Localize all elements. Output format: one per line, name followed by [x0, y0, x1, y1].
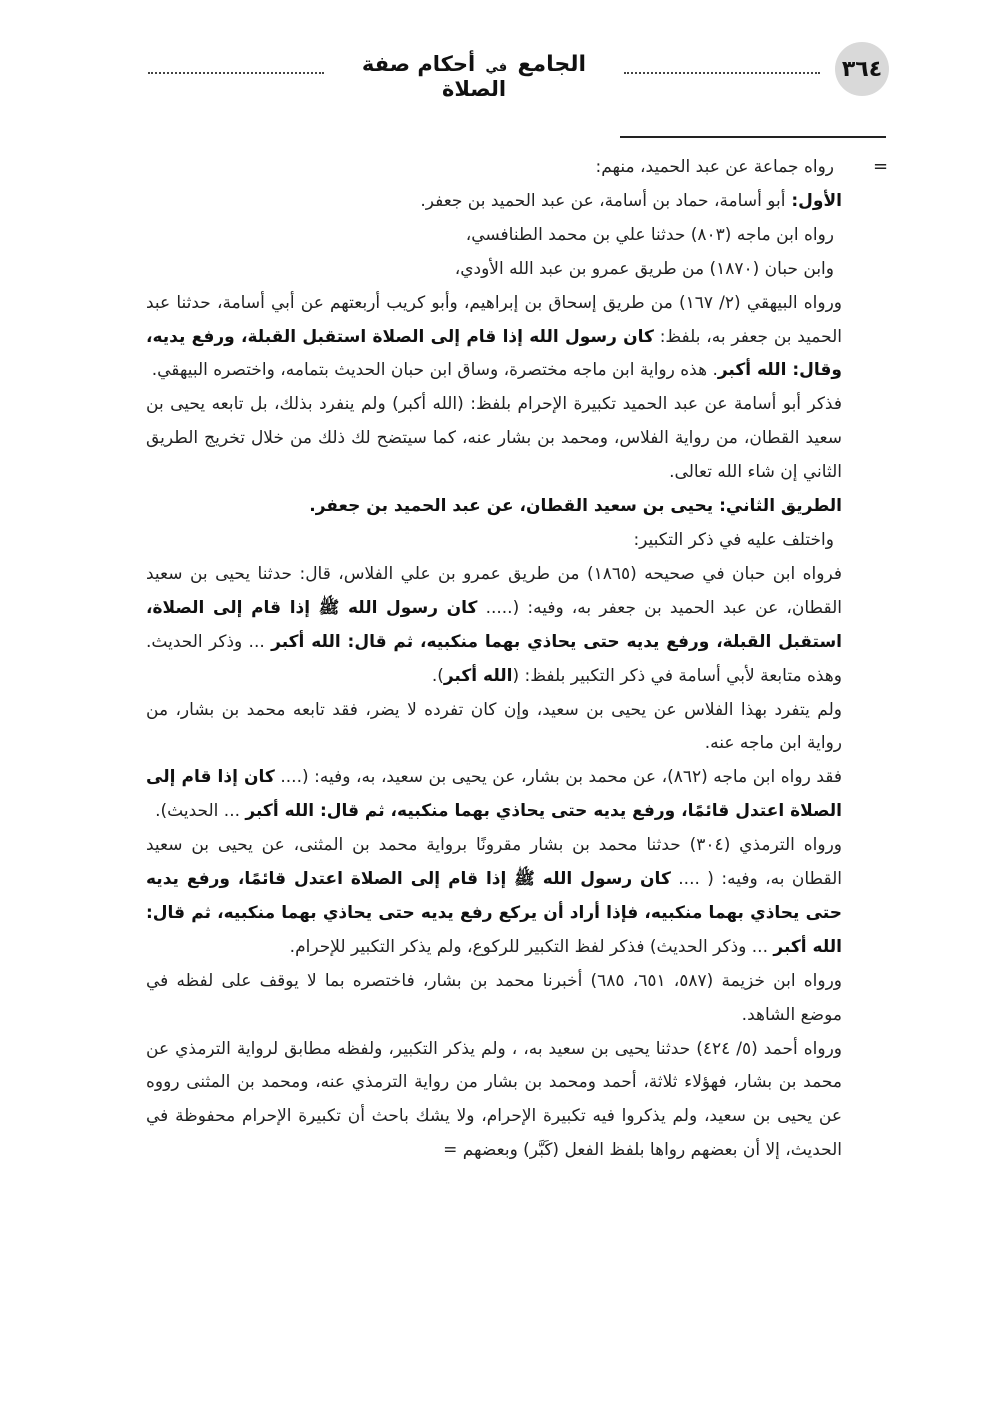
running-header-title [328, 52, 620, 101]
header-dotted-leader-right [624, 58, 820, 74]
continuation-mark: = [873, 156, 889, 177]
text-segment: رواه ابن ماجه (٨٠٣) حدثنا علي بن محمد الطنافسي، [465, 224, 834, 245]
text-segment: ... وذكر الحديث. وهذه متابعة لأبي أسامة في ذكر التكبير بلفظ: ( [146, 631, 842, 686]
text-segment: رواه جماعة عن عبد الحميد، منهم: [595, 157, 834, 177]
text-segment: ولم يتفرد بهذا الفلاس عن يحيى بن سعيد، وإن كان تفرده لا يضر، فقد تابعه محمد بن بشار، من رواية ابن ماجه عنه. [146, 699, 842, 754]
footnote-paragraph [146, 524, 842, 558]
header-dotted-leader-left [148, 58, 324, 74]
bold-text-segment: كان رسول الله ﷺ إذا قام إلى الصلاة اعتدل قائمًا، ورفع يديه حتى يحاذي بهما منكبيه، فإذا أراد أن يركع رفع يديه حتى يحاذي بهما منكبيه، ثم قال: الله أكبر [146, 869, 842, 957]
text-segment: واختلف عليه في ذكر التكبير: [633, 529, 834, 550]
bold-text-segment: كان إذا قام إلى الصلاة اعتدل قائمًا، ورفع يديه حتى يحاذي بهما منكبيه، ثم قال: الله أكبر [146, 767, 842, 822]
text-segment: ). [431, 665, 444, 686]
text-segment: فقد رواه ابن ماجه (٨٦٢)، عن محمد بن بشار، عن يحيى بن سعيد، به، وفيه: (.... [274, 767, 843, 788]
bold-text-segment: الطريق الثاني: يحيى بن سعيد القطان، عن عبد الحميد بن جعفر. [309, 496, 842, 517]
footnote-separator-rule [620, 136, 886, 138]
footnote-paragraph [146, 388, 842, 490]
footnote-paragraph [146, 185, 842, 219]
footnote-body [146, 151, 842, 1168]
footnote-paragraph [146, 253, 842, 287]
text-segment: فرواه ابن حبان في صحيحه (١٨٦٥) من طريق عمرو بن علي الفلاس، قال: حدثنا يحيى بن سعيد القطان، عن عبد الحميد بن جعفر به، وفيه: (..... [146, 563, 842, 618]
footnote-paragraph [146, 219, 842, 253]
text-segment: ورواه الترمذي (٣٠٤) حدثنا محمد بن بشار مقرونًا برواية محمد بن المثنى، عن يحيى بن سعيد القطان به، وفيه: ( .... [146, 835, 842, 890]
page-number-text: ٣٦٤ [841, 56, 883, 82]
text-segment: ورواه أحمد (٥/ ٤٢٤) حدثنا يحيى بن سعيد به، ، ولم يذكر التكبير، ولفظه مطابق لرواية الترمذي عن محمد بن بشار، فهؤلاء ثلاثة، أحمد ومحمد بن بشار من رواية الترمذي عنه، ومحمد بن المثنى رووه عن يحيى بن سعيد، ولم يذكروا فيه تكبيرة الإحرام، ولا يشك باحث أن تكبيرة الإحرام محفوظة في الحديث، إلا أن بعضهم رواها بلفظ الفعل (كَبَّر) وبعضهم = [146, 1038, 842, 1161]
footnote-paragraph [146, 558, 842, 694]
footnote-paragraph [146, 1033, 842, 1169]
footnote-paragraph [146, 761, 842, 829]
footnote-paragraph [146, 965, 842, 1033]
footnote-paragraph [146, 829, 842, 965]
text-segment: أبو أسامة، حماد بن أسامة، عن عبد الحميد بن جعفر. [420, 190, 786, 211]
page-number [835, 42, 889, 96]
text-segment: فذكر أبو أسامة عن عبد الحميد تكبيرة الإحرام بلفظ: (الله أكبر) ولم ينفرد بذلك، بل تابعه يحيى بن سعيد القطان، من رواية الفلاس، ومحمد بن بشار عنه، كما سيتضح لك ذلك من خلال تخريج الطريق الثاني إن شاء الله تعالى. [146, 394, 842, 483]
bold-text-segment: كان رسول الله ﷺ إذا قام إلى الصلاة، استقبل القبلة، ورفع يديه حتى يحاذي بهما منكبيه، ثم قال: الله أكبر [146, 597, 842, 652]
text-segment: ورواه البيهقي (٢/ ١٦٧) من طريق إسحاق بن إبراهيم، وأبو كريب أربعتهم عن أبي أسامة، حدثنا عبد الحميد بن جعفر به، بلفظ: [146, 292, 843, 347]
text-segment: وابن حبان (١٨٧٠) من طريق عمرو بن عبد الله الأودي، [454, 258, 834, 279]
footnote-paragraph [146, 490, 842, 524]
footnote-paragraph [146, 287, 842, 389]
text-segment: ورواه ابن خزيمة (٥٨٧، ٦٥١، ٦٨٥) أخبرنا محمد بن بشار، فاختصره بما لا يوقف على لفظه في موضع الشاهد. [146, 970, 843, 1025]
text-segment: . هذه رواية ابن ماجه مختصرة، وساق ابن حبان الحديث بتمامه، واختصره البيهقي. [151, 360, 718, 381]
bold-text-segment: الله أكبر [443, 665, 513, 686]
header-title-part2: أحكام صفة الصلاة [361, 52, 507, 101]
header-title-connector: في [485, 60, 508, 75]
bold-text-segment: كان رسول الله إذا قام إلى الصلاة استقبل القبلة، ورفع يديه، وقال: الله أكبر [146, 326, 842, 381]
bold-text-segment: الأول: [785, 190, 842, 211]
footnote-paragraph [146, 151, 842, 185]
header-title-part1: الجامع [517, 52, 587, 77]
text-segment: ... الحديث). [155, 801, 246, 822]
footnote-paragraph [146, 694, 842, 762]
text-segment: ... وذكر الحديث) فذكر لفظ التكبير للركوع، ولم يذكر التكبير للإحرام. [289, 936, 774, 957]
